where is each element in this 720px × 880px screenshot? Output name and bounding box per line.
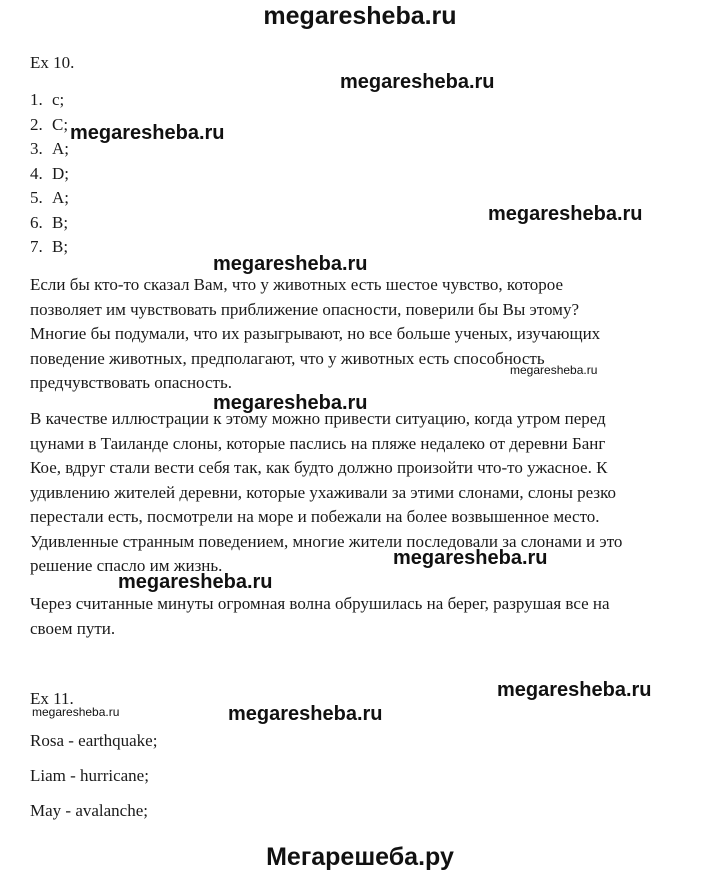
watermark: megaresheba.ru — [213, 392, 368, 414]
answer-value: A; — [52, 139, 69, 158]
paragraph-line: Удивленные странным поведением, многие жители последовали за слонами и это — [30, 531, 623, 551]
site-footer: Мегарешеба.ру — [266, 843, 454, 871]
watermark: megaresheba.ru — [488, 203, 643, 225]
answer-item — [30, 211, 69, 236]
answer-item — [30, 162, 69, 187]
answer-value: C; — [52, 114, 69, 134]
ex11-item: Liam - hurricane; — [30, 766, 149, 785]
ex10-paragraph-3 — [30, 592, 670, 641]
paragraph-line: В качестве иллюстрации к этому можно привести ситуацию, когда утром перед — [30, 409, 606, 428]
ex11-item: Rosa - earthquake; — [30, 731, 158, 750]
paragraph-line: предчувствовать опасность. — [30, 373, 232, 392]
ex10-heading: Ex 10. — [30, 53, 75, 72]
ex10-answer-list — [30, 88, 69, 260]
answer-value: B; — [52, 237, 69, 256]
answer-item — [30, 88, 69, 113]
answer-value: D; — [52, 163, 69, 183]
paragraph-line: поведение животных, предполагают, что у животных есть способность — [30, 348, 545, 368]
answer-number: 2. — [30, 114, 43, 134]
watermark: megaresheba.ru — [228, 703, 383, 725]
answer-number: 4. — [30, 163, 43, 183]
paragraph-line: решение спасло им жизнь. — [30, 556, 223, 575]
answer-number: 1. — [30, 90, 43, 109]
paragraph-line: Кое, вдруг стали вести себя так, как будто должно произойти что-то ужасное. К — [30, 458, 608, 477]
answer-item — [30, 235, 69, 260]
ex11-heading: Ex 11. — [30, 689, 74, 708]
answer-item — [30, 186, 69, 211]
watermark: megaresheba.ru — [32, 705, 120, 719]
paragraph-line: цунами в Таиланде слоны, которые паслись на пляже недалеко от деревни Банг — [30, 433, 606, 453]
answer-number: 7. — [30, 237, 43, 256]
watermark: megaresheba.ru — [118, 571, 273, 593]
ex10-paragraph-2 — [30, 407, 670, 579]
watermark: megaresheba.ru — [213, 253, 368, 275]
paragraph-line: позволяет им чувствовать приближение опасности, поверили бы Вы этому? — [30, 299, 579, 319]
paragraph-line: перестали есть, посмотрели на море и побежали на более возвышенное место. — [30, 507, 600, 526]
answer-value: B; — [52, 212, 69, 232]
watermark: megaresheba.ru — [340, 71, 495, 93]
ex10-paragraph-1 — [30, 273, 670, 396]
answer-number: 5. — [30, 188, 43, 207]
paragraph-line: Если бы кто-то сказал Вам, что у животных есть шестое чувство, которое — [30, 275, 564, 294]
answer-item — [30, 137, 69, 162]
answer-number: 6. — [30, 212, 43, 232]
paragraph-line: удивлению жителей деревни, которые ухаживали за этими слонами, слоны резко — [30, 482, 617, 502]
answer-number: 3. — [30, 139, 43, 158]
answer-value: A; — [52, 188, 69, 207]
watermark: megaresheba.ru — [393, 547, 548, 569]
paragraph-line: своем пути. — [30, 618, 116, 638]
answer-value: c; — [52, 90, 65, 109]
site-header: megaresheba.ru — [263, 2, 457, 30]
paragraph-line: Через считанные минуты огромная волна обрушилась на берег, разрушая все на — [30, 594, 610, 613]
paragraph-line: Многие бы подумали, что их разыгрывают, но все больше ученых, изучающих — [30, 324, 601, 343]
ex11-item: May - avalanche; — [30, 801, 148, 820]
watermark: megaresheba.ru — [497, 679, 652, 701]
answer-item — [30, 113, 69, 138]
watermark: megaresheba.ru — [510, 363, 598, 377]
watermark: megaresheba.ru — [70, 122, 225, 144]
